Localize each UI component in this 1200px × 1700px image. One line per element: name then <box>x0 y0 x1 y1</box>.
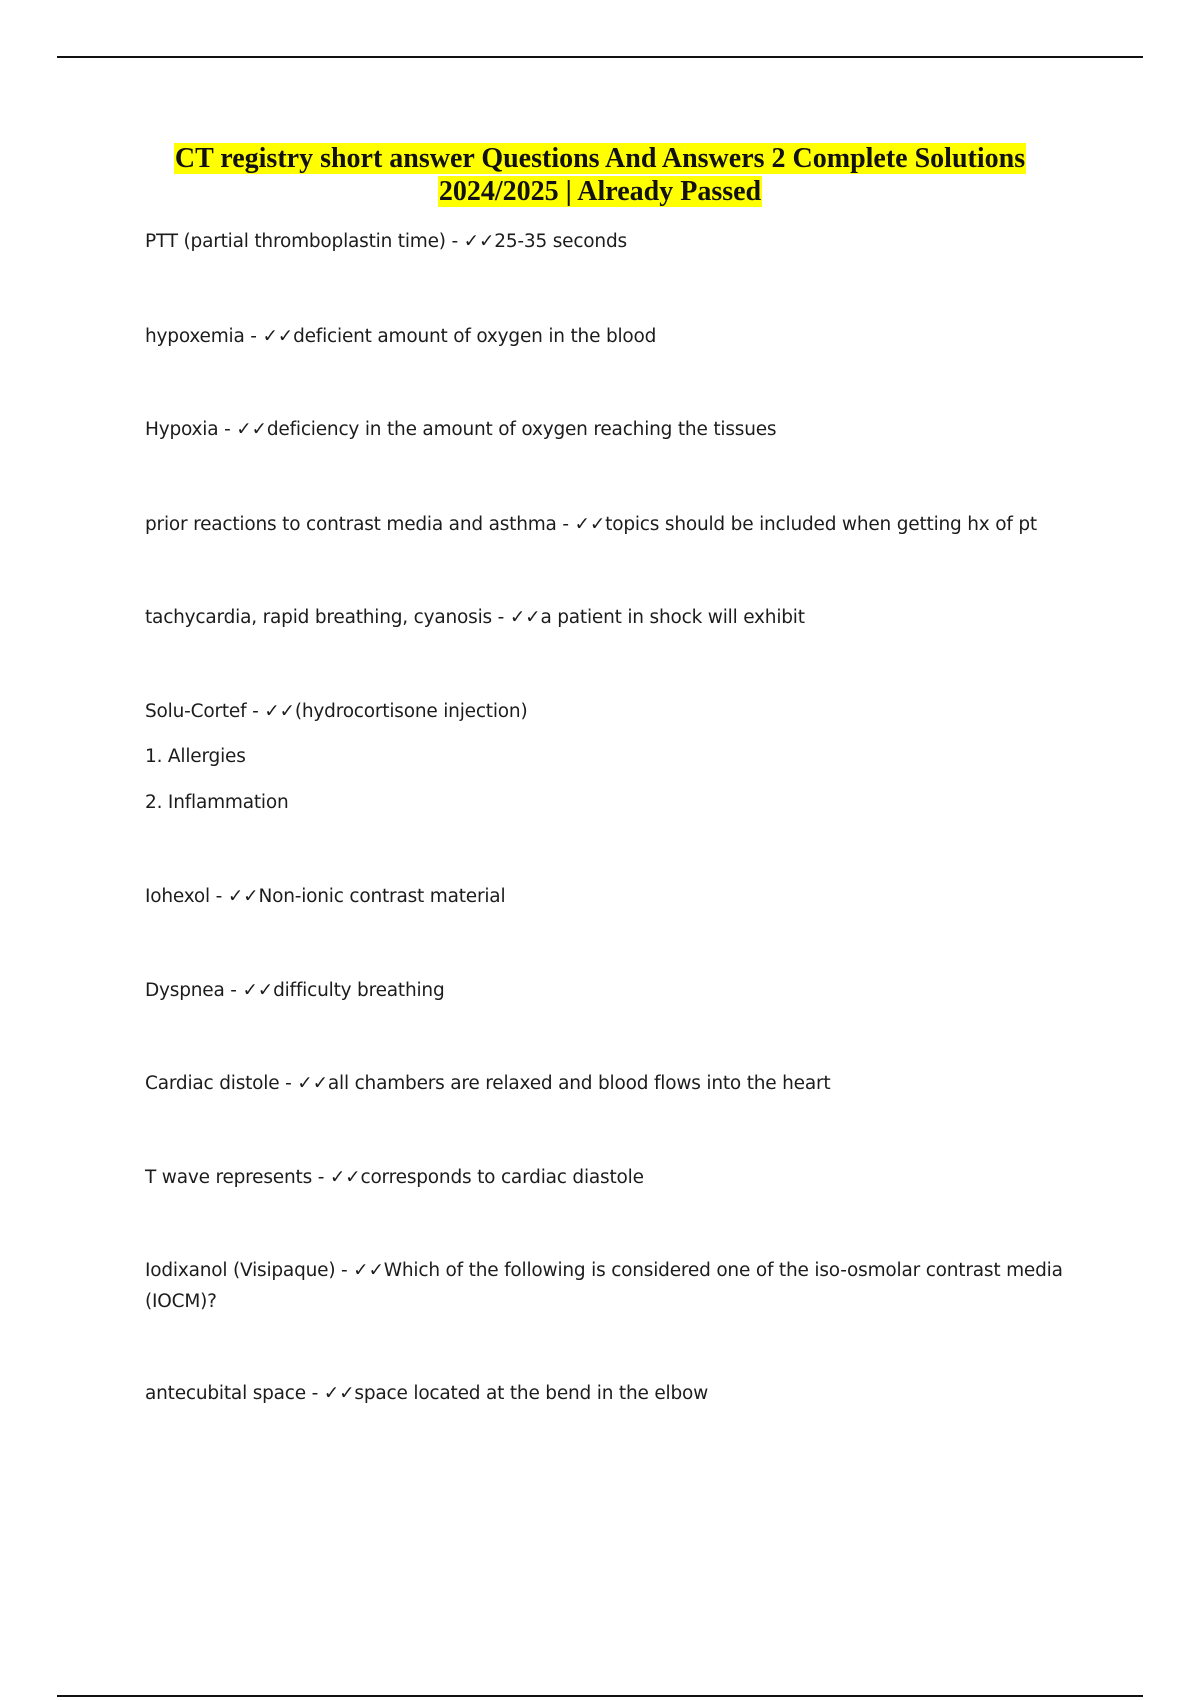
footer-rule <box>57 1695 1143 1697</box>
qa-item-cardiac-distole <box>145 1068 1075 1099</box>
qa-term: Iodixanol (Visipaque) <box>145 1260 336 1281</box>
qa-item-ptt <box>145 226 1075 257</box>
qa-term: T wave represents <box>145 1167 313 1188</box>
qa-answer: space located at the bend in the elbow <box>354 1383 709 1404</box>
qa-term: Dyspnea <box>145 980 225 1001</box>
qa-term: hypoxemia <box>145 326 245 347</box>
qa-term: prior reactions to contrast media and asthma <box>145 514 557 535</box>
check-marks: - ✓✓ <box>491 607 541 628</box>
qa-answer: corresponds to cardiac diastole <box>360 1167 644 1188</box>
qa-item-dyspnea <box>145 975 1075 1006</box>
qa-term: Cardiac distole <box>145 1073 280 1094</box>
check-marks: - ✓✓ <box>224 980 274 1001</box>
qa-answer: Which of the following is considered one of the iso-osmolar contrast media (IOCM)? <box>145 1260 1063 1312</box>
check-marks: - ✓✓ <box>445 231 495 252</box>
solu-cortef-use-1: 1. Allergies <box>145 746 246 767</box>
qa-item-iohexol <box>145 881 1075 912</box>
check-marks: - ✓✓ <box>246 701 295 722</box>
qa-item-shock <box>145 602 1075 633</box>
check-marks: - ✓✓ <box>305 1383 355 1404</box>
qa-item-hypoxia <box>145 414 1075 445</box>
qa-answer: deficiency in the amount of oxygen reaching the tissues <box>266 419 777 440</box>
solu-cortef-use-2: 2. Inflammation <box>145 792 289 813</box>
header-rule <box>57 56 1143 58</box>
qa-answer: difficulty breathing <box>273 980 445 1001</box>
qa-item-iodixanol <box>145 1255 1075 1317</box>
title-line-2: 2024/2025 | Already Passed <box>438 176 762 207</box>
qa-answer: topics should be included when getting hx of pt <box>605 514 1037 535</box>
check-marks: - ✓✓ <box>218 419 267 440</box>
qa-answer: a patient in shock will exhibit <box>540 607 805 628</box>
qa-term: tachycardia, rapid breathing, cyanosis <box>145 607 492 628</box>
qa-answer: all chambers are relaxed and blood flows into the heart <box>327 1073 831 1094</box>
document-title <box>0 142 1200 208</box>
qa-term: Solu-Cortef <box>145 701 247 722</box>
qa-answer: deficient amount of oxygen in the blood <box>293 326 657 347</box>
title-line-1: CT registry short answer Questions And Answers 2 Complete Solutions <box>174 143 1026 174</box>
qa-term: PTT (partial thromboplastin time) <box>145 231 446 252</box>
check-marks: - ✓✓ <box>312 1167 361 1188</box>
qa-item-antecubital <box>145 1378 1075 1409</box>
qa-term: Iohexol <box>145 886 210 907</box>
qa-answer: Non-ionic contrast material <box>258 886 506 907</box>
check-marks: - ✓✓ <box>210 886 259 907</box>
qa-answer: 25-35 seconds <box>494 231 627 252</box>
qa-item-solu-cortef <box>145 696 1075 727</box>
check-marks: - ✓✓ <box>279 1073 328 1094</box>
qa-item-t-wave <box>145 1162 1075 1193</box>
check-marks: - ✓✓ <box>556 514 606 535</box>
check-marks: - ✓✓ <box>335 1260 384 1281</box>
qa-answer: (hydrocortisone injection) <box>294 701 528 722</box>
qa-item-hypoxemia <box>145 321 1075 352</box>
check-marks: - ✓✓ <box>244 326 294 347</box>
qa-item-contrast-history <box>145 509 1075 540</box>
qa-term: Hypoxia <box>145 419 219 440</box>
qa-term: antecubital space <box>145 1383 306 1404</box>
